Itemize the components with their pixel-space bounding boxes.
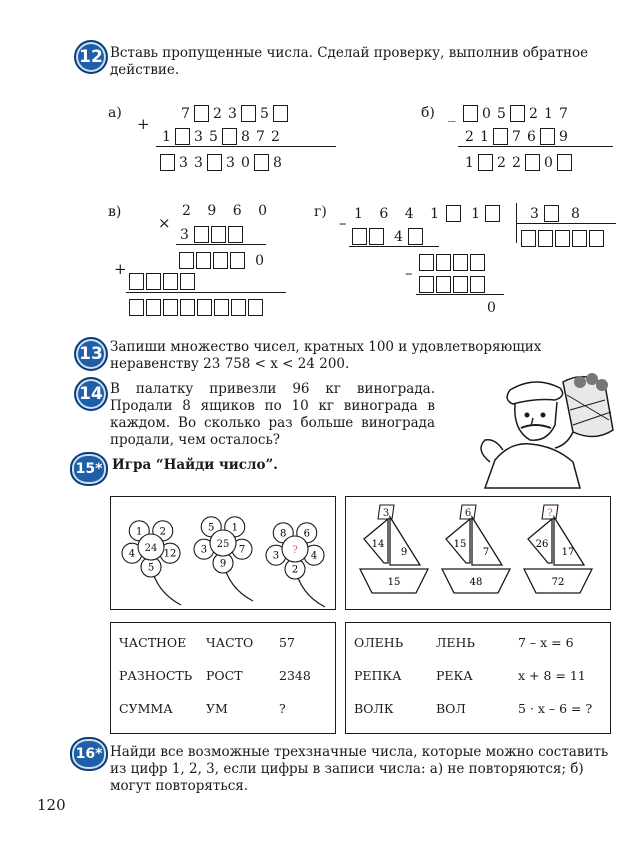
subtraction-row-1 bbox=[462, 103, 571, 122]
missing-digit-box bbox=[478, 154, 493, 171]
missing-digit-box bbox=[207, 154, 222, 171]
word-table-cell: ЧАСТО bbox=[206, 635, 254, 650]
petal-number: 12 bbox=[163, 548, 177, 560]
digit: 5 bbox=[497, 105, 506, 122]
division-remainder: 0 bbox=[487, 300, 496, 316]
subtraction-row-2 bbox=[462, 126, 571, 145]
digit: 2 bbox=[529, 105, 538, 122]
missing-digit-box bbox=[510, 105, 525, 122]
digit: 6 bbox=[527, 128, 536, 145]
petal-number: 5 bbox=[208, 522, 215, 534]
digit: 0 bbox=[544, 154, 553, 171]
word-table-cell: ОЛЕНЬ bbox=[354, 635, 404, 650]
word-table-cell: СУММА bbox=[119, 701, 173, 716]
missing-digit-box bbox=[557, 154, 572, 171]
flower bbox=[266, 523, 325, 607]
petal-number: 8 bbox=[280, 528, 287, 540]
flowers-puzzle-panel bbox=[110, 496, 336, 610]
word-table-cell: ВОЛК bbox=[354, 701, 394, 716]
multiplier-row: 3 bbox=[180, 224, 244, 243]
quotient-row bbox=[520, 228, 605, 247]
word-table-cell: x + 8 = 11 bbox=[518, 668, 586, 683]
addition-row-2 bbox=[159, 126, 283, 145]
boat-left-sail-number: 26 bbox=[535, 539, 549, 550]
digit: 8 bbox=[241, 128, 250, 145]
words-table-left bbox=[110, 622, 336, 734]
flower bbox=[194, 517, 253, 601]
label-a: а) bbox=[108, 105, 122, 121]
missing-digit-box bbox=[222, 128, 237, 145]
boat-hull-number: 72 bbox=[551, 577, 565, 588]
task-number-badge-12: 12 bbox=[74, 40, 108, 74]
division-step-1: 4 bbox=[351, 226, 424, 245]
missing-digit-box bbox=[194, 105, 209, 122]
digit: 3 bbox=[228, 105, 237, 122]
dividend-row: 1 6 4 1 1 bbox=[354, 203, 501, 222]
times-sign: × bbox=[158, 214, 171, 232]
addition-row-1 bbox=[178, 103, 289, 122]
word-table-cell: ЧАСТНОЕ bbox=[119, 635, 187, 650]
task-15-title: Игра “Найди число”. bbox=[112, 457, 279, 473]
division-step-2 bbox=[418, 252, 486, 271]
digit: 2 bbox=[512, 154, 521, 171]
digit: 2 bbox=[465, 128, 474, 145]
missing-digit-box bbox=[241, 105, 256, 122]
petal-number: 9 bbox=[219, 558, 227, 570]
task-number-badge-16: 16* bbox=[70, 737, 108, 771]
page-number: 120 bbox=[37, 796, 66, 814]
missing-digit-box bbox=[463, 105, 478, 122]
boat-flag-number: ? bbox=[547, 508, 553, 519]
boat-hull-number: 15 bbox=[387, 577, 401, 588]
petal-number: 5 bbox=[147, 562, 155, 574]
digit: 9 bbox=[559, 128, 568, 145]
missing-digit-box bbox=[525, 154, 540, 171]
digit: 7 bbox=[559, 105, 568, 122]
petal-number: 7 bbox=[238, 544, 246, 556]
missing-digit-box bbox=[493, 128, 508, 145]
digit: 7 bbox=[256, 128, 265, 145]
digit: 2 bbox=[271, 128, 280, 145]
missing-digit-box bbox=[254, 154, 269, 171]
words-table-right bbox=[345, 622, 611, 734]
petal-number: 1 bbox=[231, 522, 238, 534]
boats-puzzle-panel bbox=[345, 496, 611, 610]
word-table-cell: 2348 bbox=[279, 668, 311, 683]
digit: 3 bbox=[226, 154, 235, 171]
word-table-cell: РОСТ bbox=[206, 668, 243, 683]
word-table-cell: ВОЛ bbox=[436, 701, 466, 716]
boat-right-sail-number: 7 bbox=[482, 547, 490, 558]
digit: 8 bbox=[273, 154, 282, 171]
word-table-cell: РЕКА bbox=[436, 668, 473, 683]
digit: 7 bbox=[512, 128, 521, 145]
digit: 1 bbox=[480, 128, 489, 145]
digit: 3 bbox=[179, 154, 188, 171]
task-number-badge-15: 15* bbox=[70, 452, 108, 486]
word-table-cell: ЛЕНЬ bbox=[436, 635, 475, 650]
label-v: в) bbox=[108, 204, 122, 220]
boat-left-sail-number: 15 bbox=[453, 539, 467, 550]
digit: 1 bbox=[162, 128, 171, 145]
digit: 7 bbox=[181, 105, 190, 122]
flower-center-number: ? bbox=[292, 545, 298, 556]
task-number-badge-13: 13 bbox=[74, 337, 108, 371]
minus-sign-3: – bbox=[405, 264, 413, 282]
petal-number: 6 bbox=[303, 528, 310, 540]
boat bbox=[442, 505, 510, 593]
partial-product-2 bbox=[128, 271, 196, 290]
task-number-badge-14: 14 bbox=[74, 377, 108, 411]
digit: 2 bbox=[213, 105, 222, 122]
digit: 5 bbox=[260, 105, 269, 122]
petal-number: 4 bbox=[128, 548, 136, 560]
subtraction-result-row bbox=[462, 152, 573, 171]
boat-flag-number: 3 bbox=[382, 508, 390, 519]
label-g: г) bbox=[314, 204, 327, 220]
missing-digit-box bbox=[273, 105, 288, 122]
petal-number: 3 bbox=[200, 544, 208, 556]
digit: 3 bbox=[194, 154, 203, 171]
missing-digit-box bbox=[160, 154, 175, 171]
flower-center-number: 25 bbox=[216, 539, 230, 550]
label-b: б) bbox=[421, 105, 435, 121]
missing-digit-box bbox=[175, 128, 190, 145]
digit: 3 bbox=[194, 128, 203, 145]
addition-sum-row bbox=[159, 152, 285, 171]
plus-sign: + bbox=[137, 115, 150, 133]
petal-number: 2 bbox=[291, 564, 299, 576]
product-row bbox=[128, 297, 264, 316]
digit: 0 bbox=[482, 105, 491, 122]
division-step-3 bbox=[418, 274, 486, 293]
boat-right-sail-number: 17 bbox=[561, 547, 575, 558]
digit: 5 bbox=[209, 128, 218, 145]
word-table-cell: 5 · x – 6 = ? bbox=[518, 701, 593, 716]
boat-flag-number: 6 bbox=[464, 508, 472, 519]
multiplicand: 2 9 6 0 bbox=[182, 203, 273, 219]
petal-number: 3 bbox=[272, 550, 280, 562]
boat-hull-number: 48 bbox=[469, 577, 483, 588]
minus-sign: _ bbox=[448, 104, 456, 122]
word-table-cell: РАЗНОСТЬ bbox=[119, 668, 193, 683]
flower bbox=[122, 521, 181, 605]
partial-product-1: 0 bbox=[178, 250, 264, 269]
minus-sign-2: – bbox=[339, 214, 347, 232]
boat bbox=[360, 505, 428, 593]
task-14-text: В палатку привезли 96 кг винограда. Продали 8 ящиков по 10 кг винограда в каждом. Во сколько раз больше винограда продали, чем осталось? bbox=[110, 381, 435, 448]
task-12-text: Вставь пропущенные числа. Сделай проверку, выполнив обратное действие. bbox=[110, 45, 589, 78]
boat-right-sail-number: 9 bbox=[400, 547, 408, 558]
missing-digit-box bbox=[540, 128, 555, 145]
petal-number: 4 bbox=[310, 550, 318, 562]
man-with-basket-illustration bbox=[455, 370, 620, 490]
digit: 1 bbox=[465, 154, 474, 171]
digit: 2 bbox=[497, 154, 506, 171]
digit: 1 bbox=[544, 105, 553, 122]
petal-number: 2 bbox=[159, 526, 166, 538]
word-table-cell: 57 bbox=[279, 635, 295, 650]
word-table-cell: РЕПКА bbox=[354, 668, 402, 683]
word-table-cell: УМ bbox=[206, 701, 228, 716]
divisor-row: 3 8 bbox=[530, 206, 580, 222]
boat bbox=[524, 505, 592, 593]
task-13-text: Запиши множество чисел, кратных 100 и удовлетворяющих неравенству 23 758 < x < 24 200. bbox=[110, 339, 542, 372]
task-16-text: Найди все возможные трехзначные числа, которые можно составить из цифр 1, 2, 3, если цифры в записи числа: а) не повторяются; б) могут повторяться. bbox=[110, 744, 609, 794]
flowers-drawing bbox=[111, 497, 335, 609]
digit: 0 bbox=[241, 154, 250, 171]
flower-center-number: 24 bbox=[144, 543, 158, 554]
word-table-cell: ? bbox=[279, 701, 286, 716]
boats-drawing bbox=[346, 497, 610, 609]
boat-left-sail-number: 14 bbox=[371, 539, 385, 550]
plus-sign-2: + bbox=[114, 260, 127, 278]
word-table-cell: 7 – x = 6 bbox=[518, 635, 574, 650]
petal-number: 1 bbox=[136, 526, 143, 538]
